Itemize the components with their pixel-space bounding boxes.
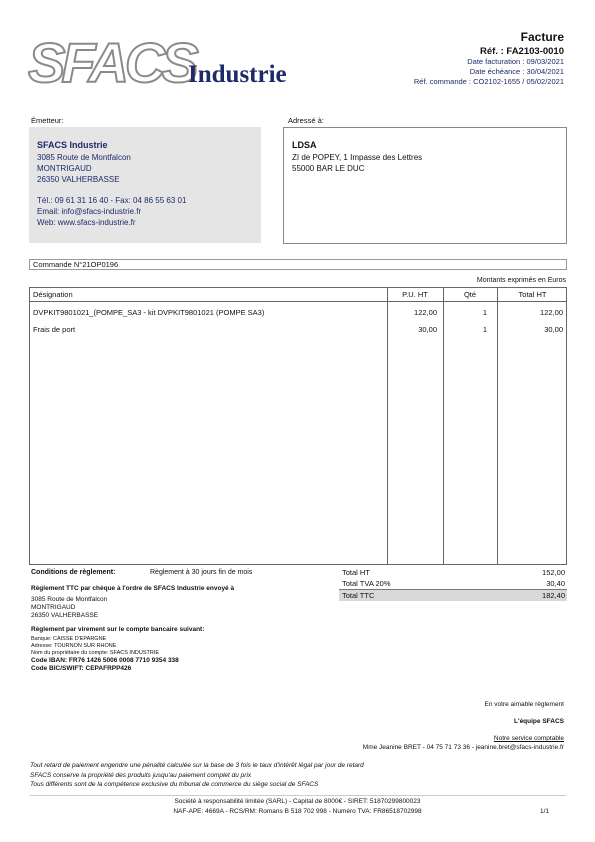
recipient-label: Adressé à:	[288, 116, 324, 125]
transfer-title: Règlement par virement sur le compte bancaire suivant:	[31, 626, 205, 633]
payment-info	[31, 569, 321, 673]
invoice-date: Date facturation : 09/03/2021	[467, 57, 564, 66]
total-ttc-row	[339, 589, 567, 601]
bic: Code BIC/SWIFT: CEPAFRPP426	[31, 665, 132, 672]
line-unit-price: 122,00	[414, 308, 437, 317]
col-header-designation: Désignation	[33, 290, 73, 299]
bank-address: Adresse: TOURNON SUR RHONE	[31, 643, 117, 649]
recipient-box	[283, 127, 567, 244]
sender-email: Email: info@sfacs-industrie.fr	[37, 207, 142, 216]
totals-block	[339, 567, 567, 601]
sender-name: SFACS Industrie	[37, 140, 108, 150]
recipient-name: LDSA	[292, 140, 317, 150]
iban: Code IBAN: FR76 1426 5006 0008 7710 9354 338	[31, 657, 179, 664]
company-footer	[0, 797, 595, 817]
closing-service: Notre service comptable	[493, 735, 564, 742]
order-ref: Réf. commande : CO2102-1655 / 05/02/2021	[413, 77, 564, 86]
total-ht-row	[339, 567, 567, 578]
sender-web: Web: www.sfacs-industrie.fr	[37, 218, 136, 227]
col-header-total: Total HT	[518, 290, 547, 299]
invoice-lines-table	[29, 287, 567, 565]
logo-industrie-text: Industrie	[188, 61, 287, 88]
line-total: 122,00	[540, 308, 563, 317]
sender-zip-city: 26350 VALHERBASSE	[37, 175, 120, 184]
total-ttc-value: 182,40	[542, 591, 565, 600]
payment-conditions-value: Règlement à 30 jours fin de mois	[150, 569, 253, 576]
footer-line: NAF-APE: 4669A - RCS/RM: Romans B 518 702 998 - Numéro TVA: FR86518702998	[173, 808, 422, 815]
cheque-address: 3085 Route de Montfalcon	[31, 596, 108, 603]
closing-greeting: En votre aimable règlement	[484, 701, 564, 708]
footer-divider	[30, 795, 566, 796]
line-qty: 1	[482, 325, 487, 334]
legal-line: Tout retard de paiement engendre une pénalité calculée sur la base de 3 fois le taux d'intérêt légal par jour de retard	[30, 762, 364, 769]
line-qty: 1	[482, 308, 487, 317]
total-ttc-label: Total TTC	[342, 591, 375, 600]
total-ht-value: 152,00	[542, 568, 565, 577]
payment-conditions-label: Conditions de règlement:	[31, 569, 116, 576]
total-tva-value: 30,40	[546, 579, 565, 588]
order-number: Commande N°21OP0196	[29, 259, 567, 270]
closing-team: L'équipe SFACS	[514, 718, 564, 725]
due-date: Date échéance : 30/04/2021	[469, 67, 564, 76]
cheque-city: MONTRIGAUD	[31, 604, 76, 611]
line-designation: Frais de port	[33, 325, 76, 334]
doc-title: Facture	[520, 30, 564, 44]
closing-contact: Mme Jeanine BRET - 04 75 71 73 36 - jeanine.bret@sfacs-industrie.fr	[362, 744, 564, 751]
total-ht-label: Total HT	[342, 568, 370, 577]
recipient-zip-city: 55000 BAR LE DUC	[292, 164, 365, 173]
line-total: 30,00	[544, 325, 563, 334]
col-header-qty: Qté	[463, 290, 477, 299]
page-number: 1/1	[539, 808, 549, 815]
invoice-ref: Réf. : FA2103-0010	[480, 46, 564, 57]
cheque-title: Règlement TTC par chèque à l'ordre de SFACS Industrie envoyé à	[31, 585, 235, 592]
footer-line: Société à responsabilité limitée (SARL) - Capital de 8000€ - SIRET: 51870299800023	[174, 798, 421, 805]
total-tva-label: Total TVA 20%	[342, 579, 391, 588]
sender-city: MONTRIGAUD	[37, 164, 92, 173]
sender-phone: Tél.: 09 61 31 16 40 - Fax: 04 86 55 63 01	[37, 196, 187, 205]
legal-line: SFACS conserve la propriété des produits jusqu'au paiement complet du prix	[30, 771, 252, 779]
col-header-unit-price: P.U. HT	[402, 290, 428, 299]
invoice-header	[414, 30, 564, 87]
sender-label: Émetteur:	[31, 116, 64, 125]
recipient-address: ZI de POPEY, 1 Impasse des Lettres	[292, 153, 423, 162]
cheque-zip-city: 26350 VALHERBASSE	[31, 612, 99, 619]
sender-address: 3085 Route de Montfalcon	[37, 153, 131, 162]
logo-sfacs-text: SFACS	[28, 31, 195, 90]
bank-name: Banque: CAISSE D'EPARGNE	[31, 636, 107, 642]
sender-box	[29, 127, 261, 243]
account-holder: Nom du propriétaire du compte: SFACS INDUSTRIE	[31, 650, 160, 656]
total-tva-row	[339, 578, 567, 589]
legal-line: Tous différents sont de la compétence exclusive du tribunal de commerce du siège social de SFACS	[30, 781, 319, 788]
company-logo	[28, 30, 328, 90]
line-designation: DVPKIT9801021_(POMPE_SA3 - kit DVPKIT9801021 (POMPE SA3)	[33, 308, 265, 317]
line-unit-price: 30,00	[418, 325, 437, 334]
currency-note: Montants exprimés en Euros	[476, 277, 566, 284]
legal-notice	[30, 761, 364, 790]
